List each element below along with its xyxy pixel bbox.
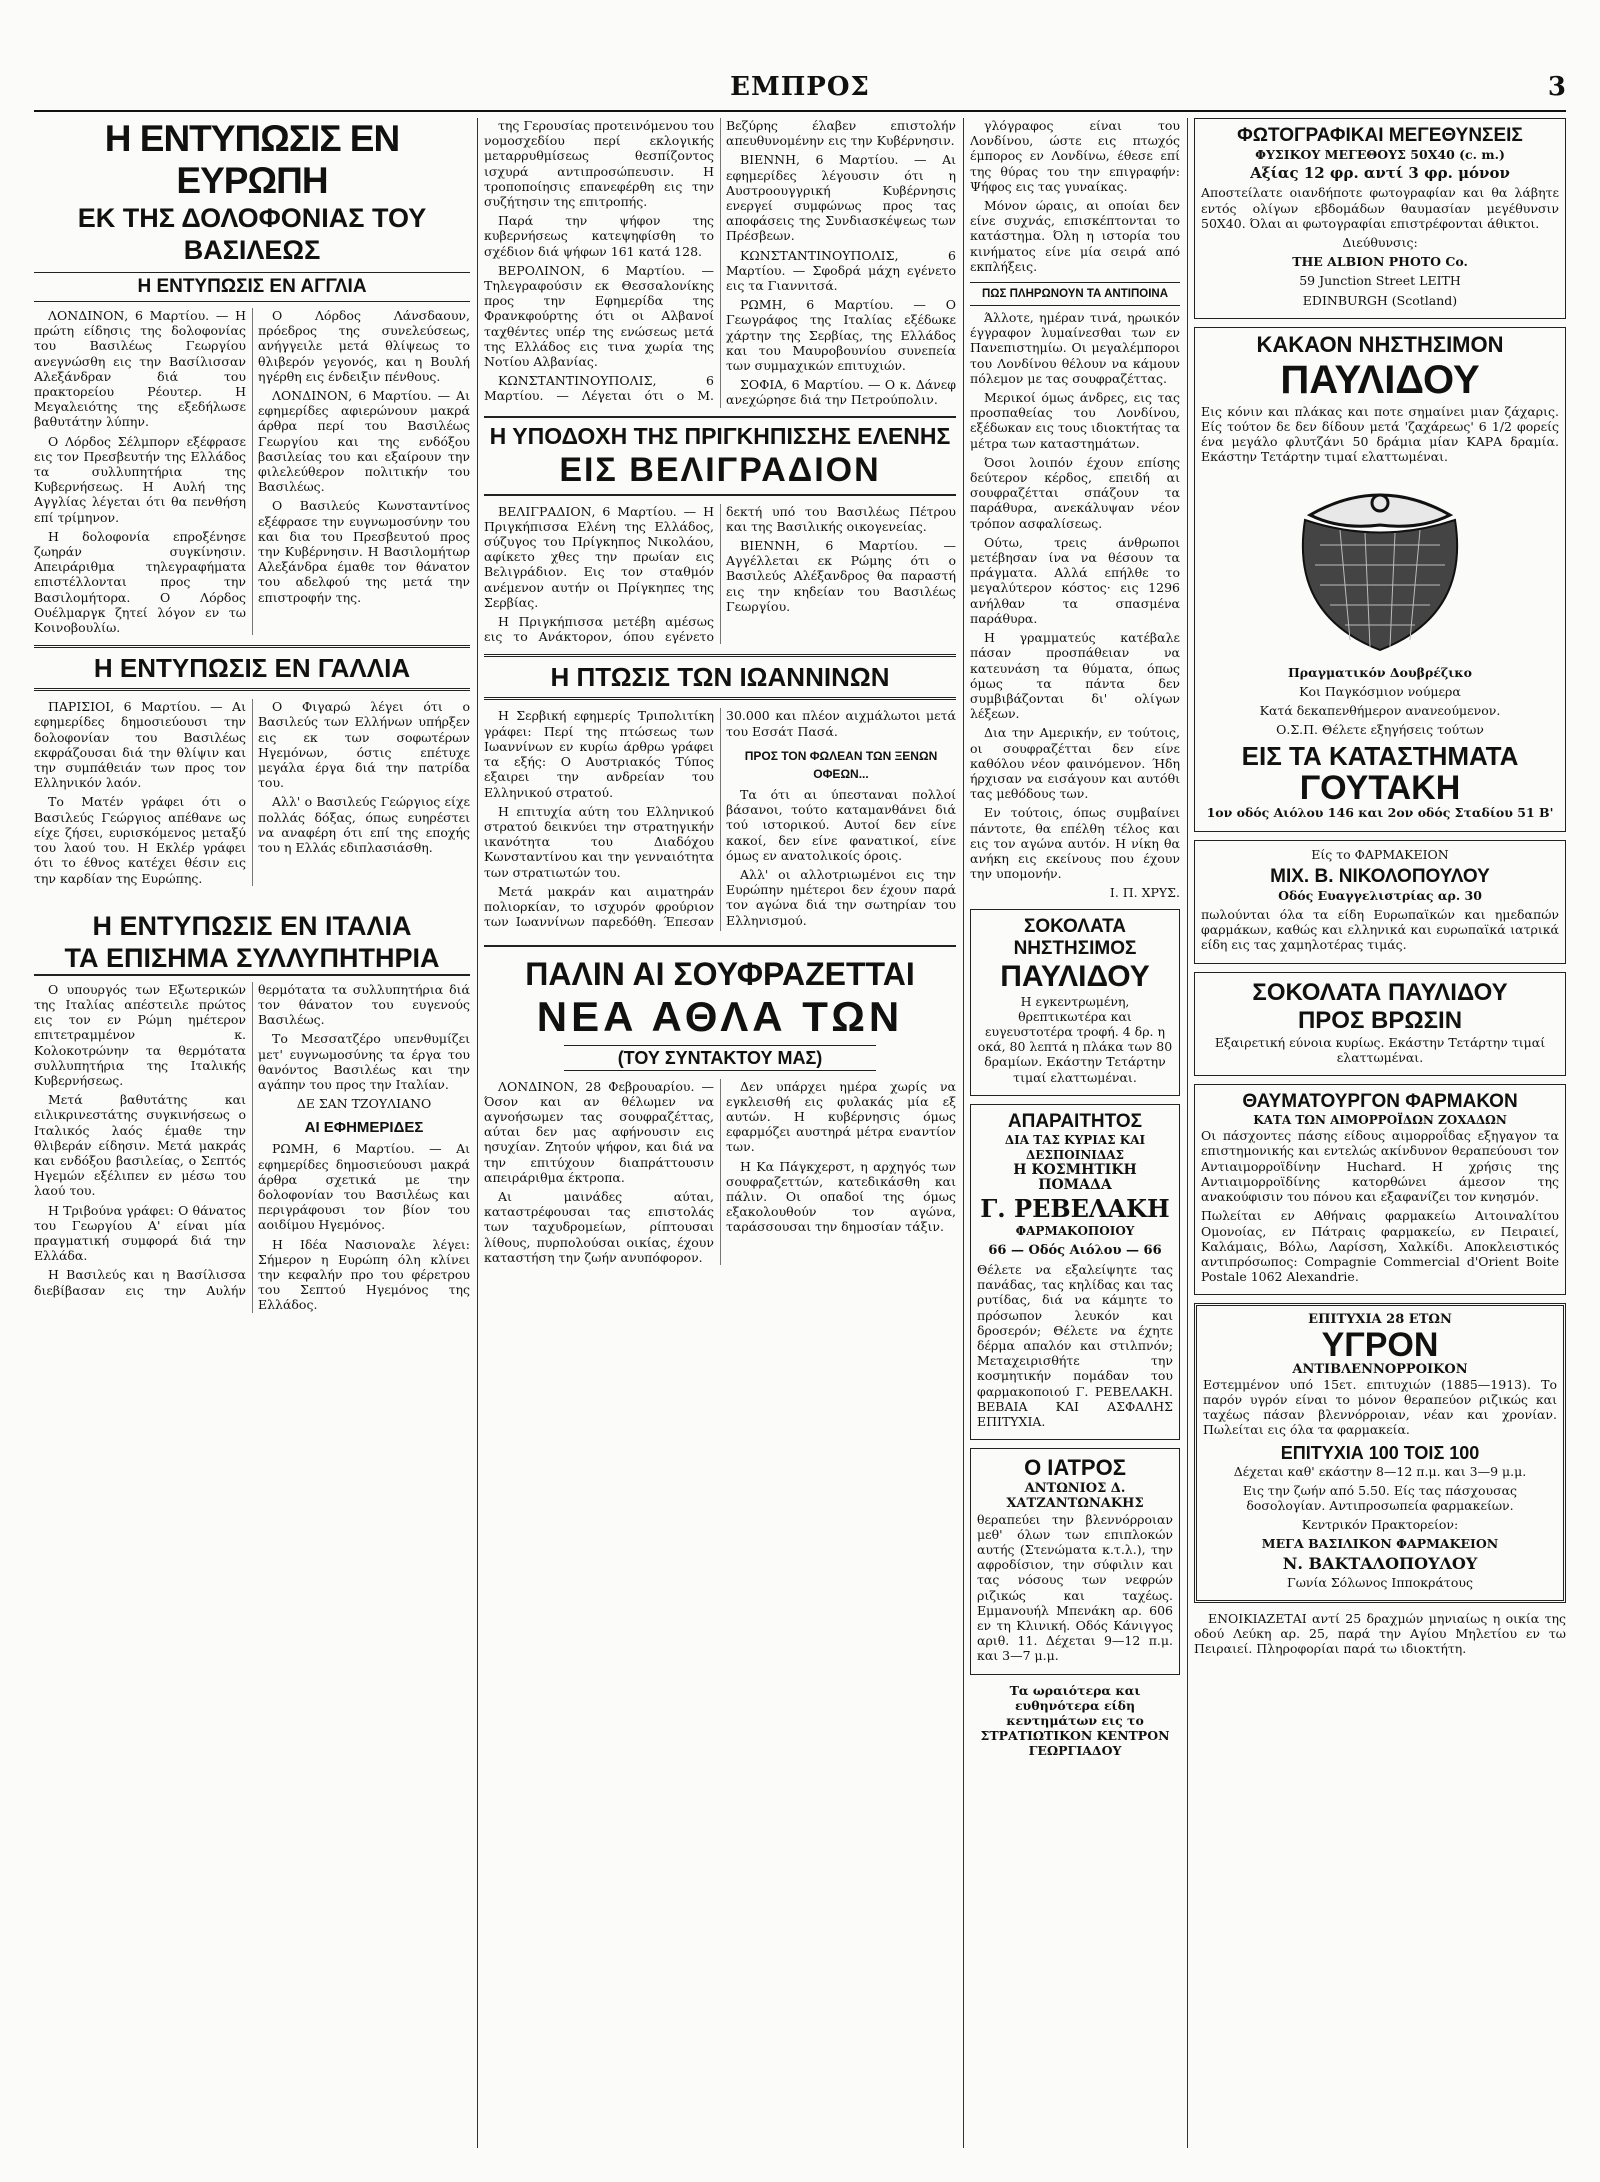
ad-title: ΜΙΧ. Β. ΝΙΚΟΛΟΠΟΥΛΟΥ xyxy=(1270,865,1490,887)
ad-address: Οδός Ευαγγελιστρίας αρ. 30 xyxy=(1278,887,1482,903)
article-paragraph: της Γερουσίας προτεινόμενου του νομοσχεδίου περί εκλογικής μεταρρυθμίσεως θεσπίζοντος ισχυρά αντιπροσώπευσιν. Η τροποποίησις επανεφέρθη εις την συζήτησιν της επιτροπής. xyxy=(484,118,714,210)
italy-body xyxy=(34,982,470,1313)
ad-text: Η εγκεντρωμένη, θρεπτικωτέρα και ευγευστοτέρα τροφή. 4 δρ. η οκά, 80 λεπτά η πλάκα των 80 δραμίων. Εκάστην Τετάρτην τιμαί ελαττωμέναι. xyxy=(977,993,1173,1085)
ad-role: ΦΑΡΜΑΚΟΠΟΙΟΥ xyxy=(1015,1223,1135,1238)
ad-text: Οι πάσχοντες πάσης είδους αιμορροΐδας εξηγαγον τα επιστημονικής και εντελώς ακίνδυνον θεραπεύουσι τον Αντιαιμορροϊδίνην Huchard. Η χρήσις της Αντιαιμορροϊδίνης κατορθώνει άμεσον της ανακούφισιν του πόνου και εξαφανίζει τον κνησμόν. xyxy=(1201,1128,1559,1205)
papers-title: ΑΙ ΕΦΗΜΕΡΙΔΕΣ xyxy=(304,1119,424,1137)
article-paragraph: Η Πριγκήπισσα μετέβη αμέσως εις το Ανάκτορον, όπου εγένετο δεκτή υπό του Βασιλέως Πέτρου και της Βασιλικής οικογενείας. xyxy=(484,503,956,645)
england-title: Η ΕΝΤΥΠΩΣΙΣ ΕΝ ΑΓΓΛΙΑ xyxy=(34,272,470,302)
ad-brand: ΥΓΡΟΝ xyxy=(1321,1325,1439,1364)
ad-address: 66 — Οδός Αιόλου — 66 xyxy=(988,1242,1162,1258)
france-body xyxy=(34,699,470,885)
column-europe xyxy=(34,118,470,2148)
ad-store: ΜΕΓΑ ΒΑΣΙΛΙΚΟΝ ΦΑΡΜΑΚΕΙΟΝ xyxy=(1261,1536,1499,1552)
ad-hours: Δέχεται καθ' εκάστην 8—12 π.μ. και 3—9 μ.μ. xyxy=(1233,1463,1527,1479)
ad-text: Εις την ζωήν από 5.50. Είς τας πάσχουσας δοσολογίαν. Αντιπροσωπεία φαρμακείων. xyxy=(1242,1482,1518,1513)
newspaper-title: ΕΜΠΡΟΣ xyxy=(730,72,870,102)
article-paragraph: Αι μαινάδες αύται, καταστρέφουσαι τας επιστολάς των ταχυδρομείων, ρίπτουσαι λίθους, πυρπολούσαι οικίας, έχουν καταστήση την ζωήν ανυπόφορον. xyxy=(484,1188,714,1265)
article-paragraph: Η Τριβούνα γράφει: Ο θάνατος του Γεωργίου Α' είναι μία πραγματική συμφορά διά την Ελλάδα. xyxy=(34,1202,246,1264)
article-paragraph: Μερικοί όμως άνδρες, εις τας προσπαθείας του Λονδίνου, εξέδωκαν εις τους ιδιοκτήτας τα μέτρα των καταστημάτων. xyxy=(970,390,1180,451)
article-paragraph: Ο υπουργός των Εξωτερικών της Ιταλίας απέστειλε πρώτος εις τον εν Ρώμη ημέτερον επιτετραμμένον κ. Κολοκοτρώνην τα θερμότατα συλλυπητήρια της Ιταλικής Κυβερνήσεως. xyxy=(34,981,246,1088)
article-paragraph: Όσοι λοιπόν έχουν επίσης δεύτερον κέρδος, επειδή αι σουφραζέτται σπάζουν τα παράθυρα, ανεκάλυψαν νέον τρόπον ασφαλίσεως. xyxy=(970,454,1180,531)
suffragettes-headline: ΠΑΛΙΝ ΑΙ ΣΟΥΦΡΑΖΕΤΤΑΙ xyxy=(525,955,915,992)
ad-text: Εξαιρετική εύνοια κυρίως. Εκάστην Τετάρτην τιμαί ελαττωμέναι. xyxy=(1214,1034,1546,1065)
antipoina-title: ΠΩΣ ΠΛΗΡΩΝΟΥΝ ΤΑ ΑΝΤΙΠΟΙΝΑ xyxy=(970,282,1180,306)
article-paragraph: ΡΩΜΗ, 6 Μαρτίου. — Ο Γεωγράφος της Ιταλίας εξέδωκε χάρτην της Σερβίας, της Ελλάδος και του Μαυροβουνίου συνεπεία των συμμαχικών επιτυχιών. xyxy=(726,297,956,374)
ad-brand: Γ. ΡΕΒΕΛΑΚΗ xyxy=(980,1193,1170,1223)
article-paragraph: ΛΟΝΔΙΝΟΝ, 6 Μαρτίου. — Η πρώτη είδησις της δολοφονίας του Βασιλέως Γεωργίου ανεγνώσθη εις την Βασίλισσαν Αλεξάνδραν διά του πρακτορείου Ρέουτερ. Η Μεγαλειότης της εξεδήλωσε βαθυτάτην λύπην. xyxy=(34,308,246,430)
ad-doctor xyxy=(970,1448,1180,1674)
article-paragraph: γλόγραφος είναι του Λονδίνου, ώστε εις πτωχός έμπορος εν Λονδίνω, έθεσε επί της θύρας του την επιγραφήν: Ψήφος εις τας γυναίκας. xyxy=(970,118,1180,194)
ad-price: Αξίας 12 φρ. αντί 3 φρ. μόνον xyxy=(1250,164,1510,183)
ad-text: θεραπεύει την βλεννόρροιαν μεθ' όλων των επιπλοκών αυτής (Στενώματα κ.τ.λ.), την αφροδίσιον, την σύφιλιν και τας νόσους των νεφρών ριζικώς και ταχέως. Εμμανουήλ Μπενάκη αρ. 606 εν τη Κλινική. Οδός Κάνιγγος αριθ. 11. Δέχεται 9—12 π.μ. και 3—7 μ.μ. xyxy=(977,1511,1173,1664)
article-signature: ΔΕ ΣΑΝ ΤΖΟΥΛΙΑΝΟ xyxy=(296,1096,432,1112)
suffragettes-body xyxy=(484,1079,956,1265)
article-paragraph: ΛΟΝΔΙΝΟΝ, 6 Μαρτίου. — Αι εφημερίδες αφιερώνουν μακρά άρθρα περί του Βασιλέως Γεωργίου και της ενδόξου βασιλείας του και εξαίρουν την φιλελεύθερον πολιτικήν του Βασιλέως. xyxy=(258,388,470,495)
article-paragraph: Τα ότι αι ύπεσταναι πολλοί βάσανοι, τούτο καταμανθάνει διά τού ιστορικού. Αυτοί δεν είνε κακοί, δεν είνε φανατικοί, είνε όμως εν ανατολικοίς όροις. xyxy=(726,786,956,863)
italy-subtitle: ΤΑ ΕΠΙΣΗΜΑ ΣΥΛΛΥΠΗΤΗΡΙΑ xyxy=(34,942,470,976)
article-paragraph: ΠΑΡΙΣΙΟΙ, 6 Μαρτίου. — Αι εφημερίδες δημοσιεύουσι την δολοφονίαν του Βασιλέως εκφράζουσαι διά την θλίψιν και την συμπάθειάν των προς τον Ελληνικόν λαόν. xyxy=(34,699,246,791)
suffragettes-subheadline: ΝΕΑ ΑΘΛΑ ΤΩΝ xyxy=(536,992,904,1040)
ad-address: EDINBURGH (Scotland) xyxy=(1302,292,1458,308)
article-paragraph: ΚΩΝΣΤΑΝΤΙΝΟΥΠΟΛΙΣ, 6 Μαρτίου. — Λέγεται ότι ο Μ. Βεζύρης έλαβεν επιστολήν απευθυνομένην εις την Κυβέρνησιν. xyxy=(484,118,956,404)
ad-label: Είς το ΦΑΡΜΑΚΕΙΟΝ xyxy=(1311,846,1449,862)
ad-title: ΦΩΤΟΓΡΑΦΙΚΑΙ ΜΕΓΕΘΥΝΣΕΙΣ xyxy=(1237,125,1523,146)
princess-headline: Η ΥΠΟΔΟΧΗ ΤΗΣ ΠΡΙΓΚΗΠΙΣΣΗΣ ΕΛΕΝΗΣ xyxy=(489,422,951,449)
suffragettes-byline: (ΤΟΥ ΣΥΝΤΑΚΤΟΥ ΜΑΣ) xyxy=(564,1045,876,1071)
ad-text: Πωλείται εν Αθήναις φαρμακείω Αιτοιναλίτου Ομονοίας, εν Πάτραις φαρμακείω, εν Πειραιεί, Καλάμαις, Βόλω, Λαρίσση, Χαλκίδι. Αποκλειστικός αντιπρόσωπος: Compagnie Commercial d'Orient Boite Postale 1062 Alexandrie. xyxy=(1201,1208,1559,1285)
ad-address: Γωνία Σόλωνος Ιπποκράτους xyxy=(1287,1574,1473,1590)
ad-caption: Ο.Σ.Π. Θέλετε εξηγήσεις τούτων xyxy=(1276,722,1484,738)
article-paragraph: Η Κα Πάγκχερστ, η αρχηγός των σουφραζεττών, κατεδικάσθη και πάλιν. Οι οπαδοί της όμως εξακολουθούν τον αγώνα, ταράσσουσαι την δημοσίαν τάξιν. xyxy=(726,1158,956,1235)
england-body xyxy=(34,308,470,635)
ad-title: ΑΠΑΡΑΙΤΗΤΟΣ xyxy=(1007,1110,1143,1132)
ioannina-headline: Η ΠΤΩΣΙΣ ΤΩΝ ΙΩΑΝΝΙΝΩΝ xyxy=(484,654,956,700)
article-paragraph: Ο Βασιλεύς Κωνσταντίνος εξέφρασε την ευγνωμοσύνην του και δια του Πρεσβευτού προς την Κυβέρνησιν. Η Βασιλομήτωρ Αλεξάνδρα έμαθε τον θάνατον του αδελφού της μετά την επιστροφήν της. xyxy=(258,498,470,605)
article-signature: Ι. Π. ΧΡΥΣ. xyxy=(1109,885,1180,901)
ad-caption: Κοι Παγκόσμιον νούμερα xyxy=(1299,683,1461,699)
article-paragraph: Ο Λόρδος Λάνσδαουν, πρόεδρος της συνελεύσεως, ανήγγειλε μετά θλίψεως το θλιβερόν γεγονός, και η Βουλή ηγέρθη εις ένδειξιν πένθους. xyxy=(258,308,470,384)
ad-label: Κεντρικόν Πρακτορείον: xyxy=(1301,1517,1459,1533)
ad-title: ΘΑΥΜΑΤΟΥΡΓΟΝ ΦΑΡΜΑΚΟΝ xyxy=(1242,1091,1518,1113)
france-title: Η ΕΝΤΥΠΩΣΙΣ ΕΝ ΓΑΛΛΙΑ xyxy=(34,645,470,691)
article-paragraph: Το Μεσσατζέρο υπενθυμίζει μετ' ευγνωμοσύνης τα έργα του θανόντος Βασιλέως και την αγάπην του προς την Ιταλίαν. xyxy=(258,1031,470,1092)
footer-ad: Τα ωραιότερα και ευθηνότερα είδη κεντημάτων εις το ΣΤΡΑΤΙΩΤΙΚΟΝ ΚΕΝΤΡΟΝ ΓΕΩΡΓΙΑΔΟΥ xyxy=(980,1682,1170,1759)
article-paragraph: ΣΟΦΙΑ, 6 Μαρτίου. — Ο κ. Δάνεφ ανεχώρησε διά την Πετρούπολιν. xyxy=(726,377,956,408)
ad-brand: ΓΟΥΤΑΚΗ xyxy=(1299,769,1461,808)
classified-rent: ΕΝΟΙΚΙΑΖΕΤΑΙ αντί 25 δραχμών μηνιαίως η οικία της οδού Λεύκη αρ. 25, παρά την Αγίου Μηλετίου εν τω Πειραιεί. Πληροφορίαι παρά τω ιδιοκτήτη. xyxy=(1194,1610,1566,1657)
ad-chocolate xyxy=(970,909,1180,1096)
article-paragraph: Ούτω, τρεις άνθρωποι μετέβησαν ίνα να θέσουν τα πράγματα. Αλλά επήλθε το μεγαλύτερον κόστος· εις 1296 ανήλθαν τα σπασμένα παράθυρα. xyxy=(970,534,1180,626)
article-paragraph: Η Ιδέα Νασιοναλε λέγει: Σήμερον η Ευρώπη όλη κλίνει την κεφαλήν προ του φέρετρου του Σεπτού Ηγεμόνος της Ελλάδος. xyxy=(258,1236,470,1313)
article-paragraph: Η γραμματεύς κατέβαλε πάσαν προσπάθειαν να κατευνάση τα θύματα, όπως όμως τα πάντα δεν συμβιβάζονται δι' ολίγων λέξεων. xyxy=(970,630,1180,722)
article-paragraph: Ο Λόρδος Σέλμπορν εξέφρασε εις τον Πρεσβευτήν της Ελλάδος τα συλλυπητήρια της Κυβερνήσεως. Η Αυλή της Αγγλίας λέγεται ότι θα πενθήση επί τρίμηνον. xyxy=(34,433,246,525)
article-paragraph: Η επιτυχία αύτη του Ελληνικού στρατού δεικνύει την στρατηγικήν ικανότητα του Διαδόχου Κωνσταντίνου και την γενναιότητα των στρατιωτών του. xyxy=(484,803,714,880)
ad-subtitle: ΚΑΤΑ ΤΩΝ ΑΙΜΟΡΡΟΪΔΩΝ ΖΟΧΑΔΩΝ xyxy=(1253,1113,1507,1128)
ad-photo xyxy=(1194,118,1566,319)
article-paragraph: Μόνον ώραις, αι οποίαι δεν είνε συχνάς, επισκέπτονται το κατάστημα. Όλη η ιστορία του κινήματος είνε μία σειρά από εκπλήξεις. xyxy=(970,198,1180,274)
ad-brand: ΠΑΥΛΙΔΟΥ xyxy=(1000,959,1150,993)
article-paragraph: Μετά βαθυτάτης και ειλικρινεστάτης συγκινήσεως ο Ιταλικός λαός έμαθε την θλιβεράν είδησιν. Μετά μακράς και ενδόξου βασιλείας, ο Σεπτός Ηγεμών εξέλιπεν εν μέσω του λαού του. xyxy=(34,1092,246,1199)
ad-address: 1ον οδός Αιόλου 146 και 2ον οδός Σταδίου 51 Β' xyxy=(1206,805,1554,821)
ad-title: ΣΟΚΟΛΑΤΑ ΠΑΥΛΙΔΟΥ xyxy=(1252,978,1508,1006)
ad-tagline: ΕΠΙΤΥΧΙΑ 28 ΕΤΩΝ xyxy=(1308,1312,1452,1328)
ad-pomade xyxy=(970,1104,1180,1440)
ad-subtitle: ΔΙΑ ΤΑΣ ΚΥΡΙΑΣ ΚΑΙ ΔΕΣΠΟΙΝΙΔΑΣ xyxy=(1004,1132,1146,1162)
ioannina-body xyxy=(484,708,956,930)
ad-subtitle: ΑΝΤΙΒΛΕΝΝΟΡΡΟΙΚΟΝ xyxy=(1292,1361,1468,1377)
ad-owner: Ν. ΒΑΚΤΑΛΟΠΟΥΛΟΥ xyxy=(1282,1553,1478,1573)
ad-address: 59 Junction Street LEITH xyxy=(1299,273,1461,289)
article-paragraph: Δεν υπάρχει ημέρα χωρίς να εγκλεισθή εις φυλακάς μία εξ αυτών. Η κυβέρνησις όμως εφαρμόζει αυστηρά μέτρα εναντίον των. xyxy=(726,1078,956,1155)
article-paragraph: Ο Φιγαρώ λέγει ότι ο Βασιλεύς των Ελλήνων υπήρξεν εις εκ των σοφωτέρων Ηγεμόνων, όστις επέτυχε μεγάλα έργα διά την πατρίδα του. xyxy=(258,699,470,791)
page-number: 3 xyxy=(1547,72,1566,102)
ad-brand: ΠΑΥΛΙΔΟΥ xyxy=(1280,357,1480,402)
ad-size: ΦΥΣΙΚΟΥ ΜΕΓΕΘΟΥΣ 50Χ40 (c. m.) xyxy=(1255,147,1505,162)
column-rule xyxy=(477,118,478,2148)
princess-body xyxy=(484,504,956,645)
ad-cocoa xyxy=(1194,327,1566,832)
article-paragraph: ΡΩΜΗ, 6 Μαρτίου. — Αι εφημερίδες δημοσιεύουσι μακρά άρθρα σχετικά με την δολοφονίαν του Βασιλέως και περιγράφουσι τον βίον του αοιδίμου Ηγεμόνος. xyxy=(258,1141,470,1233)
article-paragraph: Μετά μακράν και αιματηράν πολιορκίαν, το ισχυρόν φρούριον των Ιωαννίνων παρεδόθη. Έπεσαν 30.000 και πλέον αιχμάλωτοι μετά του Εσσάτ Πασά. xyxy=(484,708,956,930)
article-paragraph: Το Ματέν γράφει ότι ο Βασιλεύς Γεώργιος απέθανε ως είχε ζήσει, ευρισκόμενος μεταξύ του λαού του. Η Εκλέρ γράφει ότι το έθνος κατέχει θέσιν εις την καρδίαν της Ευρώπης. xyxy=(34,794,246,886)
ad-title: ΕΙΣ ΤΑ ΚΑΤΑΣΤΗΜΑΤΑ xyxy=(1241,741,1519,772)
article-paragraph: ΒΙΕΝΝΗ, 6 Μαρτίου. — Αι εφημερίδες λέγουσιν ότι η Αυστροουγγρική Κυβέρνησις ενεργεί συμφώνως προς τας αποφάσεις της Συνδιασκέψεως των Πρέσβεων. xyxy=(726,152,956,244)
ad-title: ΕΠΙΤΥΧΙΑ 100 ΤΟΙΣ 100 xyxy=(1280,1442,1480,1463)
ad-pharmacy xyxy=(1194,840,1566,964)
ad-address-label: Διεύθυνσις: xyxy=(1342,235,1418,251)
suffragettes-banner xyxy=(484,945,956,1071)
strangers-title: ΠΡΟΣ ΤΟΝ ΦΩΛΕΑΝ ΤΩΝ ΞΕΝΩΝ ΟΦΕΩΝ... xyxy=(744,748,938,781)
ad-caption: Κατά δεκαπενθήμερον ανανεούμενον. xyxy=(1259,703,1501,719)
ad-title: ΚΑΚΑΟΝ ΝΗΣΤΗΣΙΜΟΝ xyxy=(1256,331,1504,357)
ad-text: Αποστείλατε οιανδήποτε φωτογραφίαν και θα λάβητε εντός ολίγων εβδομάδων θαυμασίαν μεγέθυνσιν 50Χ40. Όλαι αι φωτογραφίαι επιστρέφονται άθικτοι. xyxy=(1201,185,1559,231)
ad-caption: Πραγματικόν Δουβρέζικο xyxy=(1287,664,1473,680)
ad-text: πωλούνται όλα τα είδη Ευρωπαϊκών και ημεδαπών φαρμάκων, καθώς και ελληνικά και ευρωπαϊκά ιατρικά είδη εις τας χαμηλοτέρας τιμάς. xyxy=(1201,907,1559,953)
article-paragraph: ΒΕΛΙΓΡΑΔΙΟΝ, 6 Μαρτίου. — Η Πριγκήπισσα Ελένη της Ελλάδος, σύζυγος του Πρίγκηπος Νικολάου, αφίκετο χθες την πρωίαν εις Βελιγράδιον. Εις τον σταθμόν ανέμενον αυτήν οι Πρίγκηπες της Σερβίας. xyxy=(484,503,714,610)
princess-banner xyxy=(484,416,956,496)
purse-illustration xyxy=(1270,475,1490,655)
ad-text: Θέλετε να εξαλείψητε τας πανάδας, τας κηλίδας και τας ρυτίδας, διά να κάμητε το πρόσωπον λευκόν και δροσερόν; Θέλετε να έχητε δέρμα απαλόν και στιλπνόν; Μεταχειρισθήτε την κοσμητικήν πομάδαν του φαρμακοποιού Γ. ΡΕΒΕΛΑΚΗ. ΒΕΒΑΙΑ ΚΑΙ ΑΣΦΑΛΗΣ ΕΠΙΤΥΧΙΑ. xyxy=(977,1261,1173,1430)
telegrams-body xyxy=(484,118,956,408)
ad-product: Η ΚΟΣΜΗΤΙΚΗ ΠΟΜΑΔΑ xyxy=(1013,1162,1137,1194)
article-paragraph: Παρά την ψήφον της κυβερνήσεως κατεψηφίσθη το σχέδιον διά ψήφων 161 κατά 128. xyxy=(484,213,714,259)
article-paragraph: ΛΟΝΔΙΝΟΝ, 28 Φεβρουαρίου. — Όσον και αν θέλωμεν να αγνοήσωμεν τας σουφραζέττας, αύται δεν μας αφήνουσιν εις ησυχίαν. Ζητούν ψήφον, και διά να την επιτύχουν διαπράττουσιν απειράριθμα έκτροπα. xyxy=(484,1078,714,1185)
article-paragraph: Άλλοτε, ημέραν τινά, ηρωικόν έγγραφον λυμαίνεσθαι των εν Πανεπιστημίω. Οι μεγαλέμποροι του Λονδίνου θέλουν να κάμουν πόλεμον με τας σουφραζέττας. xyxy=(970,310,1180,386)
article-paragraph: Αλλ' ο Βασιλεύς Γεώργιος είχε πολλάς δόξας, όπως ευηρέστει να αναφέρη ότι επί της εποχής του η Ελλάς εδιπλασιάσθη. xyxy=(258,794,470,856)
ad-title: ΣΟΚΟΛΑΤΑ ΝΗΣΤΗΣΙΜΟΣ xyxy=(1013,915,1137,959)
italy-title: Η ΕΝΤΥΠΩΣΙΣ ΕΝ ΙΤΑΛΙΑ xyxy=(92,910,412,941)
ad-chocolate-2 xyxy=(1194,972,1566,1076)
ad-text: Εις κόνιν και πλάκας και ποτε σημαίνει μιαν ζάχαρις. Είς τούτον δε δεν δίδουν μετά 'ζαχάρεως' 6 1/2 φορείς ένα μεγάλο φλυτζάνι 50 δράμια μίαν ΚΑΡΑ δραμία. Εκάστην Τετάρτην τιμαί ελαττωμέναι. xyxy=(1201,403,1559,465)
ad-text: Εστεμμένον υπό 15ετ. επιτυχιών (1885—1913). Το παρόν υγρόν είναι το μόνον θεραπεύον ριζικώς και ταχέως πάσαν βλεννόρροιαν, νέαν και χρονίαν. Πωλείται εις όλα τα φαρμακεία. xyxy=(1203,1376,1557,1438)
article-paragraph: Η Βασιλεύς και η Βασίλισσα διεβίβασαν εις την Αυλήν θερμότατα τα συλλυπητήρια διά τον θάνατον του ευγενούς Βασιλέως. xyxy=(34,981,470,1298)
article-paragraph: Αλλ' οι αλλοτριωμένοι εις την Ευρώπην ημέτεροι δεν έχουν παρά τον αγώνα διά την σωτηρίαν του Ελληνισμού. xyxy=(726,866,956,928)
column-ads xyxy=(1194,118,1566,2148)
europe-subhead: ΕΚ ΤΗΣ ΔΟΛΟΦΟΝΙΑΣ ΤΟΥ ΒΑΣΙΛΕΩΣ xyxy=(77,203,427,265)
princess-subheadline: ΕΙΣ ΒΕΛΙΓΡΑΔΙΟΝ xyxy=(559,450,881,489)
ad-remedy xyxy=(1194,1084,1566,1295)
column-three xyxy=(970,118,1180,2148)
europe-headline: Η ΕΝΤΥΠΩΣΙΣ ΕΝ ΕΥΡΩΠΗ xyxy=(104,118,400,201)
article-paragraph: Η Σερβική εφημερίς Τριπολιτίκη γράφει: Περί της πτώσεως των Ιωαννίνων εν κυρίω άρθρω γράφει τα εξής: Ο Αυστριακός Τύπος εξαιρει την ανδρείαν του Ελληνικού στρατού. xyxy=(484,708,714,800)
ad-name: ΑΝΤΩΝΙΟΣ Δ. ΧΑΤΖΑΝΤΩΝΑΚΗΣ xyxy=(1006,1481,1144,1512)
article-paragraph: Δια την Αμερικήν, εν τούτοις, οι σουφραζέτται δεν είνε καθόλου νέον φαινόμενον. Ήδη ήρχισαν να εισάγουν και αυτόθι τας μεθόδους των. xyxy=(970,725,1180,802)
ad-address: THE ALBION PHOTO Co. xyxy=(1292,254,1468,270)
article-paragraph: ΚΩΝΣΤΑΝΤΙΝΟΥΠΟΛΙΣ, 6 Μαρτίου. — Σφοδρά μάχη εγένετο εις τα Γιαννιτσά. xyxy=(726,247,956,294)
ad-ygron xyxy=(1194,1303,1566,1603)
article-paragraph: ΒΕΡΟΛΙΝΟΝ, 6 Μαρτίου. — Τηλεγραφούσιν εκ Θεσσαλονίκης προς την Εφημερίδα της Φρανκφούρτης ότι οι Αλβανοί ταχθέντες υπέρ της ενώσεως μετά της Ελλάδος εις τινα χωρία της Νοτίου Αλβανίας. xyxy=(484,262,714,370)
article-paragraph: Εν τούτοις, όπως συμβαίνει πάντοτε, θα επέλθη τέλος και εις τον αγώνα αυτόν. Η νίκη θα ανήκη εις εκείνους που έχουν την υπομονήν. xyxy=(970,805,1180,882)
ad-subtitle: ΠΡΟΣ ΒΡΩΣΙΝ xyxy=(1297,1006,1463,1034)
masthead xyxy=(34,72,1566,112)
article-paragraph: ΒΙΕΝΝΗ, 6 Μαρτίου. — Αγγέλλεται εκ Ρώμης ότι ο Βασιλεύς Αλέξανδρος θα παραστή εις την κηδείαν του Βασιλέως Γεωργίου. xyxy=(726,538,956,614)
ad-title: Ο ΙΑΤΡΟΣ xyxy=(1024,1455,1126,1481)
column-rule xyxy=(963,118,964,2148)
column-middle xyxy=(484,118,956,2148)
column-rule xyxy=(1187,118,1188,2148)
article-paragraph: Η δολοφονία επροξένησε ζωηράν συγκίνησιν. Απειράριθμα τηλεγραφήματα επιστέλλονται προς την Βασιλομήτορα. Ο Λόρδος Ουέλμαργκ ζητεί λόγον εν τω Κοινοβουλίω. xyxy=(34,528,246,636)
